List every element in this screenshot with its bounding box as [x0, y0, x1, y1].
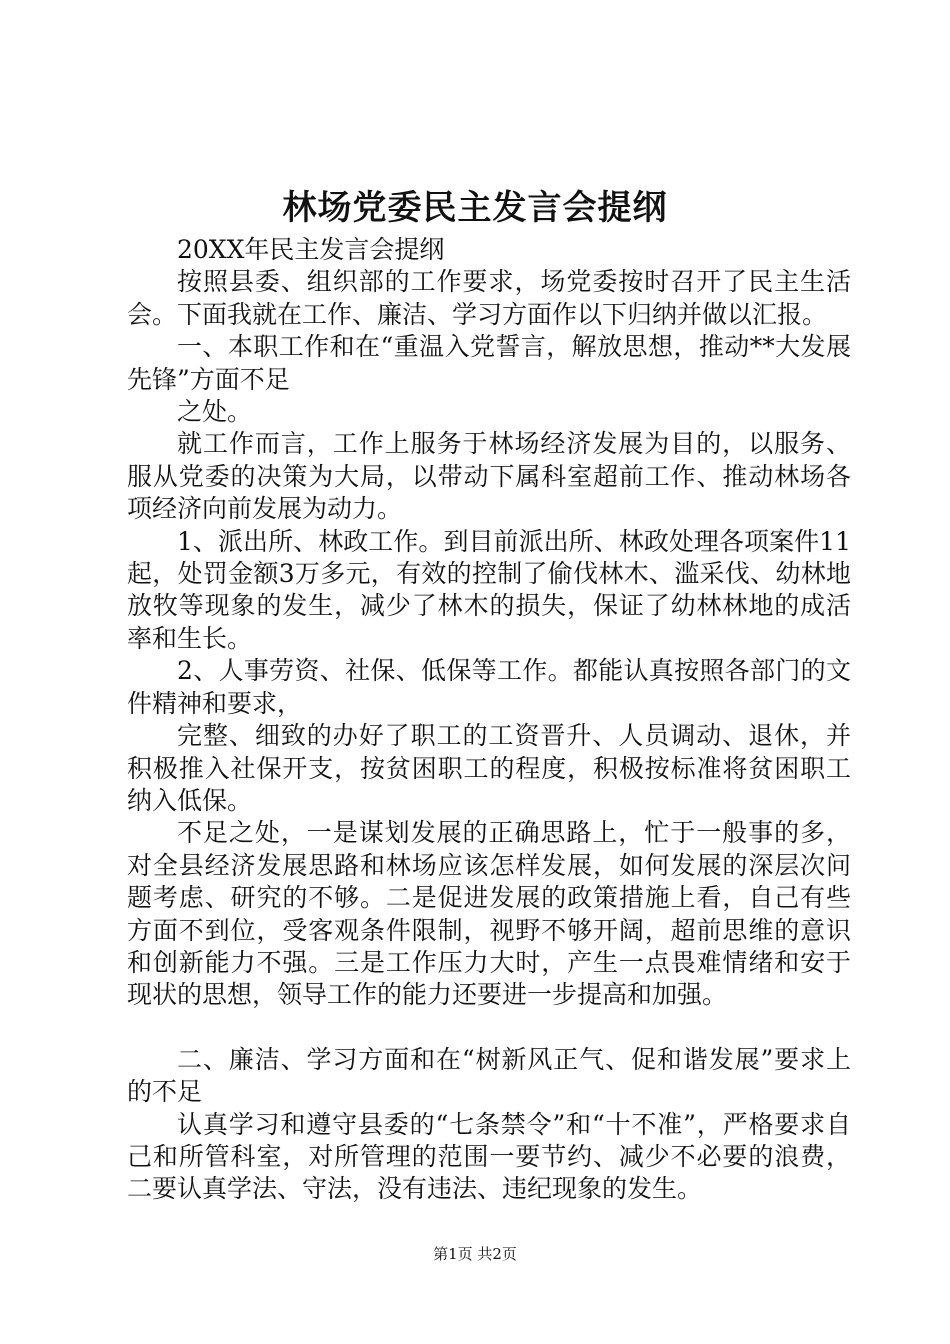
paragraph-work-overview: 就工作而言，工作上服务于林场经济发展为目的，以服务、服从党委的决策为大局，以带动下属科室超前工作、推动林场各项经济向前发展为动力。 [127, 429, 851, 524]
paragraph-section-one-heading-cont: 之处。 [177, 397, 253, 427]
paragraph-section-two-heading: 二、廉洁、学习方面和在“树新风正气、促和谐发展”要求上的不足 [127, 1044, 851, 1107]
paragraph-intro: 按照县委、组织部的工作要求，场党委按时召开了民主生活会。下面我就在工作、廉洁、学习方面作以下归纳并做以汇报。 [127, 267, 851, 329]
paragraph-section-one-heading: 一、本职工作和在“重温入党誓言，解放思想，推动**大发展先锋”方面不足 [127, 332, 851, 394]
paragraph-integrity-study: 认真学习和遵守县委的“七条禁令”和“十不准”，严格要求自己和所管科室，对所管理的范围一要节约、减少不必要的浪费，二要认真学法、守法，没有违法、违纪现象的发生。 [127, 1109, 851, 1204]
paragraph-item-personnel: 2、人事劳资、社保、低保等工作。都能认真按照各部门的文件精神和要求， [127, 656, 851, 718]
document-title: 林场党委民主发言会提纲 [282, 188, 668, 228]
paragraph-item-personnel-cont: 完整、细致的办好了职工的工资晋升、人员调动、退休，并积极推入社保开支，按贫困职工的程度，积极按标准将贫困职工纳入低保。 [127, 721, 851, 815]
paragraph-subtitle: 20XX年民主发言会提纲 [177, 235, 445, 264]
page-indicator: 第1页 共2页 [433, 1245, 517, 1263]
paragraph-shortcomings: 不足之处，一是谋划发展的正确思路上，忙于一般事的多，对全县经济发展思路和林场应该怎样发展，如何发展的深层次问题考虑、研究的不够。二是促进发展的政策措施上看，自己有些方面不到位，受客观条件限制，视野不够开阔，超前思维的意识和创新能力不强。三是工作压力大时，产生一点畏难情绪和安于现状的思想，领导工作的能力还要进一步提高和加强。 [127, 818, 851, 1010]
document-body [127, 234, 851, 1206]
paragraph-item-police-forestry: 1、派出所、林政工作。到目前派出所、林政处理各项案件11起，处罚金额3万多元，有效的控制了偷伐林木、滥采伐、幼林地放牧等现象的发生，减少了林木的损失，保证了幼林林地的成活率和生长。 [127, 526, 851, 653]
